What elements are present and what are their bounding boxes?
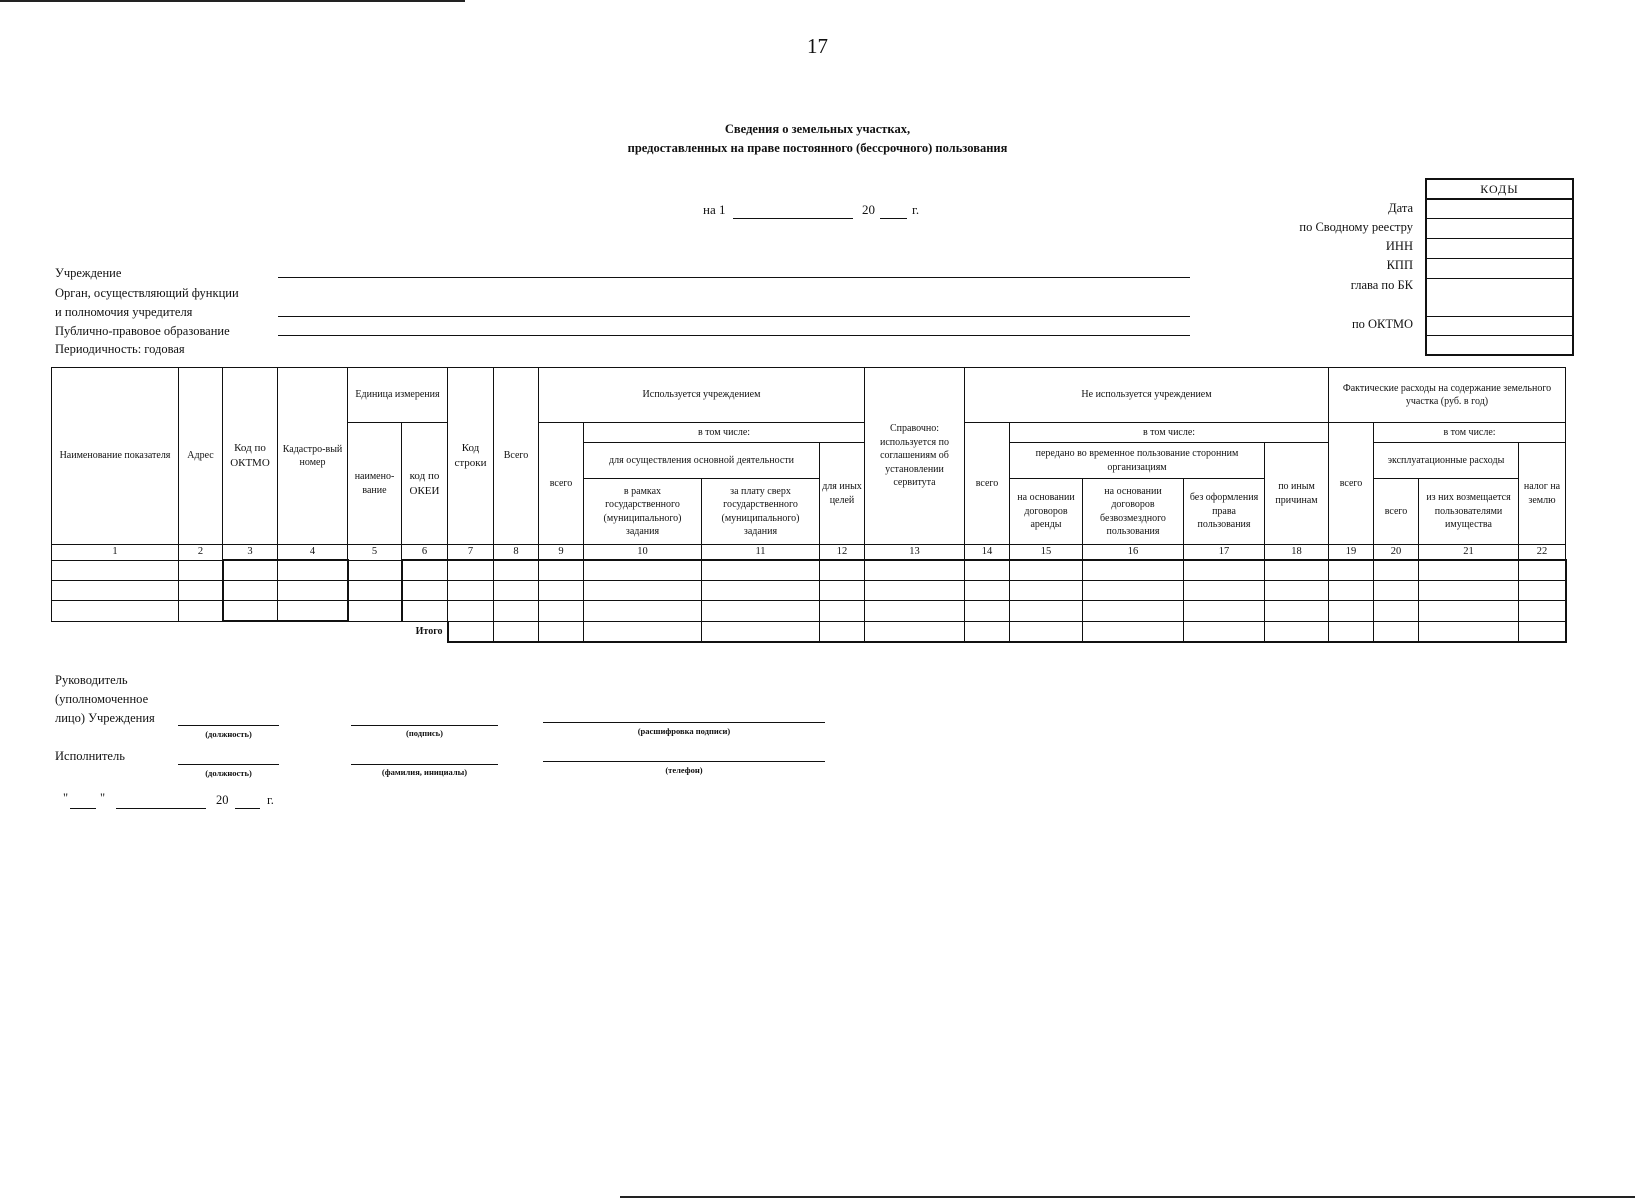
data-cell[interactable] [702, 560, 820, 581]
sign-year-field[interactable] [235, 793, 260, 809]
data-cell[interactable] [1419, 560, 1519, 581]
data-cell[interactable] [1374, 581, 1419, 601]
empty-cell [179, 621, 223, 642]
column-number: 3 [223, 545, 278, 561]
data-cell[interactable] [179, 601, 223, 622]
header-free-use: на основании договоров безвозмездного пользования [1083, 479, 1184, 545]
column-number: 8 [494, 545, 539, 561]
column-number: 15 [1010, 545, 1083, 561]
table-row [52, 581, 1566, 601]
head-signature-caption: (подпись) [406, 728, 443, 738]
column-number: 6 [402, 545, 448, 561]
data-cell[interactable] [702, 581, 820, 601]
code-cell-extra[interactable] [1427, 336, 1572, 354]
data-cell[interactable] [1083, 560, 1184, 581]
code-cell-inn[interactable] [1427, 239, 1572, 259]
data-cell[interactable] [584, 601, 702, 622]
header-exp-total: всего [1329, 423, 1374, 545]
date-prefix: на 1 [703, 202, 726, 217]
column-number: 2 [179, 545, 223, 561]
data-cell[interactable] [494, 601, 539, 622]
column-number: 10 [584, 545, 702, 561]
data-cell[interactable] [1329, 560, 1374, 581]
data-cell[interactable] [1184, 560, 1265, 581]
data-cell[interactable] [223, 560, 278, 581]
data-cell[interactable] [223, 601, 278, 622]
header-exp-incl: в том числе: [1374, 423, 1566, 443]
executor-phone-caption: (телефон) [665, 765, 703, 775]
data-cell[interactable] [1010, 601, 1083, 622]
empty-cell [52, 621, 179, 642]
header-cadastral: Кадастро-вый номер [278, 368, 348, 545]
code-cell-oktmo[interactable] [1427, 317, 1572, 336]
header-main-activity: для осуществления основной деятельности [584, 443, 820, 479]
data-cell[interactable] [52, 601, 179, 622]
header-other-goals: для иных целей [820, 443, 865, 545]
executor-label: Исполнитель [55, 749, 125, 763]
organ-label-line1: Орган, осуществляющий функции [55, 286, 239, 300]
code-cell-date[interactable] [1427, 200, 1572, 219]
data-cell[interactable] [1419, 581, 1519, 601]
date-year-field[interactable] [880, 203, 907, 219]
total-cell[interactable] [448, 621, 494, 642]
data-cell[interactable] [965, 581, 1010, 601]
total-row [52, 621, 1566, 642]
data-cell[interactable] [1374, 601, 1419, 622]
data-cell[interactable] [1519, 560, 1566, 581]
header-name: Наименование показателя [52, 368, 179, 545]
table-row [52, 601, 1566, 622]
data-cell[interactable] [965, 560, 1010, 581]
executor-phone-field[interactable] [543, 761, 825, 762]
total-cell[interactable] [1184, 621, 1265, 642]
header-state-task: в рамках государственного (муниципального) задания [584, 479, 702, 545]
header-address: Адрес [179, 368, 223, 545]
head-position-caption: (должность) [205, 729, 252, 739]
data-cell[interactable] [448, 560, 494, 581]
organ-field[interactable] [278, 301, 1190, 317]
scan-artifact-bottom [620, 1196, 1635, 1198]
date-quote-close: " [100, 791, 106, 805]
data-cell[interactable] [1519, 581, 1566, 601]
data-cell[interactable] [1519, 601, 1566, 622]
table-row [52, 560, 1566, 581]
data-cell[interactable] [348, 581, 402, 601]
column-number: 1 [52, 545, 179, 561]
sign-year-prefix: 20 [216, 793, 229, 807]
data-cell[interactable] [584, 560, 702, 581]
total-cell[interactable] [865, 621, 965, 642]
header-unit-name: наимено-вание [348, 423, 402, 545]
data-cell[interactable] [494, 581, 539, 601]
header-unit: Единица измерения [348, 368, 448, 423]
total-cell[interactable] [1329, 621, 1374, 642]
data-cell[interactable] [278, 601, 348, 622]
total-cell[interactable] [1374, 621, 1419, 642]
data-cell[interactable] [179, 560, 223, 581]
data-cell[interactable] [865, 581, 965, 601]
data-cell[interactable] [494, 560, 539, 581]
data-cell[interactable] [348, 560, 402, 581]
code-label-registry: по Сводному реестру [1299, 220, 1413, 234]
head-label-line1: Руководитель [55, 673, 128, 687]
date-quote-open: " [63, 791, 69, 805]
page-number: 17 [807, 34, 828, 58]
column-number: 4 [278, 545, 348, 561]
header-reference: Справочно: используется по соглашениям об установлении сервитута [865, 368, 965, 545]
date-day-month-field[interactable] [733, 203, 853, 219]
header-no-right: без оформления права пользования [1184, 479, 1265, 545]
executor-position-field[interactable] [178, 764, 279, 765]
data-cell[interactable] [448, 581, 494, 601]
data-cell[interactable] [278, 560, 348, 581]
data-cell[interactable] [402, 601, 448, 622]
data-cell[interactable] [1374, 560, 1419, 581]
data-cell[interactable] [865, 560, 965, 581]
header-operational: эксплуатационные расходы [1374, 443, 1519, 479]
total-label: Итого [415, 625, 443, 637]
total-cell[interactable] [1010, 621, 1083, 642]
header-total: Всего [494, 368, 539, 545]
date-year-prefix: 20 [862, 202, 875, 217]
data-cell[interactable] [965, 601, 1010, 622]
header-line-code: Код строки [448, 368, 494, 545]
land-plots-table [51, 367, 1567, 643]
data-cell[interactable] [1010, 560, 1083, 581]
header-not-used-total: всего [965, 423, 1010, 545]
scan-artifact-top [0, 0, 465, 2]
codes-title: КОДЫ [1427, 180, 1572, 200]
data-cell[interactable] [1329, 581, 1374, 601]
code-label-kpp: КПП [1386, 258, 1413, 272]
column-number: 12 [820, 545, 865, 561]
data-cell[interactable] [820, 601, 865, 622]
data-cell[interactable] [1083, 601, 1184, 622]
public-entity-field[interactable] [278, 320, 1190, 336]
data-cell[interactable] [448, 601, 494, 622]
total-cell[interactable] [1519, 621, 1566, 642]
executor-name-caption: (фамилия, инициалы) [381, 767, 468, 777]
data-cell[interactable] [179, 581, 223, 601]
sign-day-field[interactable] [70, 793, 96, 809]
total-cell[interactable] [494, 621, 539, 642]
executor-position-caption: (должность) [205, 768, 252, 778]
column-number: 9 [539, 545, 584, 561]
header-op-reimbursed: из них возмещается пользователями имущества [1419, 479, 1519, 545]
codes-box [1425, 178, 1574, 356]
total-cell[interactable] [1083, 621, 1184, 642]
header-expenses: Фактические расходы на содержание земельного участка (руб. в год) [1329, 368, 1566, 423]
data-cell[interactable] [52, 560, 179, 581]
institution-field[interactable] [278, 262, 1190, 278]
data-cell[interactable] [1329, 601, 1374, 622]
empty-cell [348, 621, 402, 642]
code-cell-kpp[interactable] [1427, 259, 1572, 279]
data-cell[interactable] [402, 560, 448, 581]
data-cell[interactable] [1265, 581, 1329, 601]
header-not-used: Не используется учреждением [965, 368, 1329, 423]
column-number: 7 [448, 545, 494, 561]
column-number: 21 [1419, 545, 1519, 561]
header-op-total: всего [1374, 479, 1419, 545]
data-cell[interactable] [1265, 601, 1329, 622]
data-cell[interactable] [865, 601, 965, 622]
total-cell[interactable] [965, 621, 1010, 642]
sign-month-field[interactable] [116, 793, 206, 809]
data-cell[interactable] [52, 581, 179, 601]
data-cell[interactable] [223, 581, 278, 601]
column-number: 11 [702, 545, 820, 561]
total-cell[interactable] [584, 621, 702, 642]
data-cell[interactable] [702, 601, 820, 622]
column-number: 18 [1265, 545, 1329, 561]
total-cell[interactable] [1419, 621, 1519, 642]
data-cell[interactable] [539, 560, 584, 581]
header-oktmo: Код по ОКТМО [223, 368, 278, 545]
head-label-line2: (уполномоченное [55, 692, 149, 706]
periodicity-label: Периодичность: годовая [55, 342, 185, 356]
data-cell[interactable] [539, 581, 584, 601]
data-cell[interactable] [584, 581, 702, 601]
data-cell[interactable] [1010, 581, 1083, 601]
data-cell[interactable] [348, 601, 402, 622]
column-number: 16 [1083, 545, 1184, 561]
institution-label: Учреждение [55, 266, 122, 280]
header-used-incl: в том числе: [584, 423, 865, 443]
header-lease: на основании договоров аренды [1010, 479, 1083, 545]
head-decoding-field[interactable] [543, 722, 825, 723]
total-cell[interactable] [702, 621, 820, 642]
header-not-used-incl: в том числе: [1010, 423, 1329, 443]
total-cell[interactable] [1265, 621, 1329, 642]
sign-year-suffix: г. [267, 793, 274, 807]
header-other-reasons: по иным причинам [1265, 443, 1329, 545]
column-number: 20 [1374, 545, 1419, 561]
column-number: 13 [865, 545, 965, 561]
code-label-oktmo: по ОКТМО [1351, 317, 1413, 331]
head-signature-field[interactable] [351, 725, 498, 726]
empty-cell [278, 621, 348, 642]
head-position-field[interactable] [178, 725, 279, 726]
data-cell[interactable] [1184, 581, 1265, 601]
data-cell[interactable] [539, 601, 584, 622]
executor-name-field[interactable] [351, 764, 498, 765]
date-suffix: г. [912, 202, 920, 217]
header-transferred: передано во временное пользование сторонним организациям [1010, 443, 1265, 479]
column-number: 22 [1519, 545, 1566, 561]
header-unit-code: код по ОКЕИ [402, 423, 448, 545]
document-title-line2: предоставленных на праве постоянного (бессрочного) пользования [627, 141, 1008, 155]
code-label-inn: ИНН [1385, 239, 1413, 253]
data-cell[interactable] [820, 581, 865, 601]
data-cell[interactable] [278, 581, 348, 601]
total-cell[interactable] [539, 621, 584, 642]
data-cell[interactable] [1419, 601, 1519, 622]
header-paid: за плату сверх государственного (муниципального) задания [702, 479, 820, 545]
column-number: 14 [965, 545, 1010, 561]
empty-cell [223, 621, 278, 642]
data-cell[interactable] [1265, 560, 1329, 581]
data-cell[interactable] [1083, 581, 1184, 601]
column-number: 5 [348, 545, 402, 561]
document-title-line1: Сведения о земельных участках, [724, 122, 911, 136]
total-cell[interactable] [820, 621, 865, 642]
header-used-total: всего [539, 423, 584, 545]
head-label-line3: лицо) Учреждения [55, 711, 155, 725]
organ-label-line2: и полномочия учредителя [55, 305, 193, 319]
data-cell[interactable] [1184, 601, 1265, 622]
column-number: 19 [1329, 545, 1374, 561]
header-used: Используется учреждением [539, 368, 865, 423]
data-cell[interactable] [402, 581, 448, 601]
data-cell[interactable] [820, 560, 865, 581]
code-label-bk: глава по БК [1350, 278, 1413, 292]
public-entity-label: Публично-правовое образование [55, 324, 230, 338]
column-number: 17 [1184, 545, 1265, 561]
code-label-date: Дата [1388, 201, 1413, 215]
head-decoding-caption: (расшифровка подписи) [637, 726, 731, 736]
header-land-tax: налог на землю [1519, 443, 1566, 545]
code-cell-registry[interactable] [1427, 219, 1572, 239]
code-cell-bk[interactable] [1427, 279, 1572, 317]
